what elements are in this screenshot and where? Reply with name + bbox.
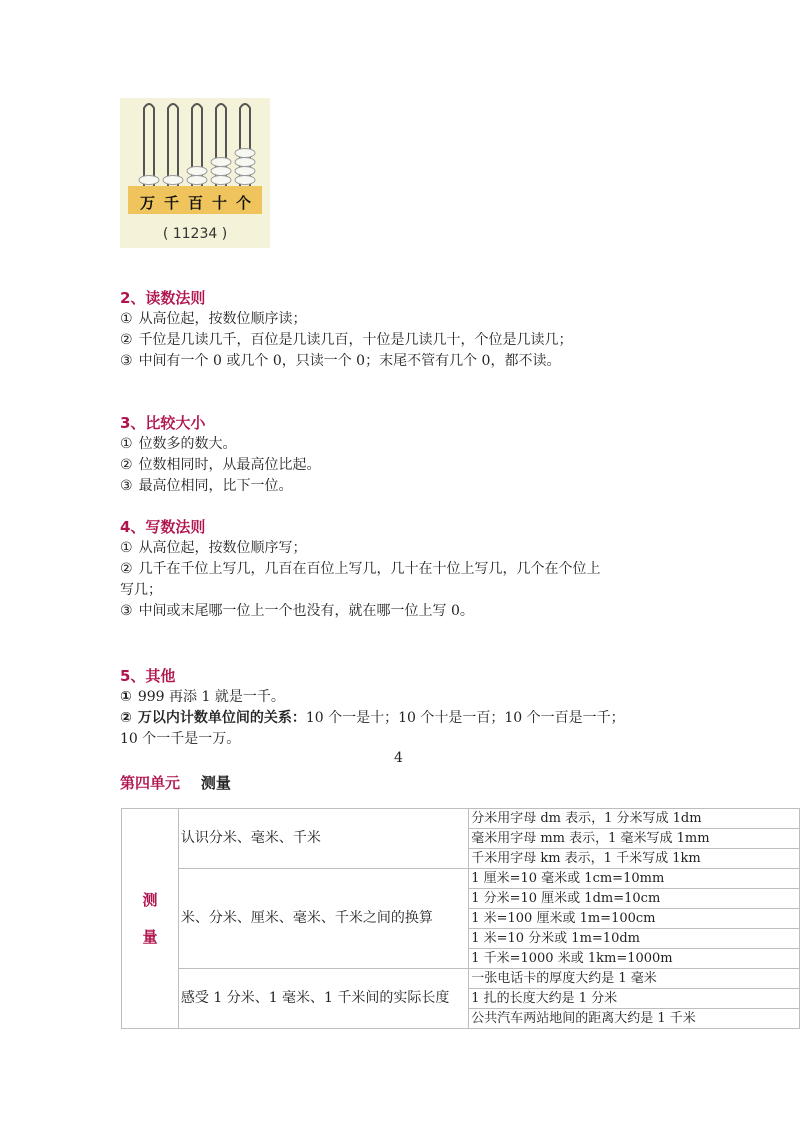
topic-cell: 感受 1 分米、1 毫米、1 千米间的实际长度 (178, 969, 468, 1029)
abacus-bead (235, 176, 255, 185)
abacus-rod (168, 104, 178, 186)
abacus-bead (211, 167, 231, 176)
rule-line (120, 559, 601, 580)
line-marker: ③ (120, 353, 133, 369)
abacus-rod (144, 104, 154, 186)
table-row (122, 969, 800, 989)
place-label-ge: 个 (236, 194, 252, 212)
line-marker: ① (120, 311, 133, 327)
rule-line (120, 351, 573, 372)
place-label-qian: 千 (164, 194, 180, 212)
line-bold-text: 万以内计数单位间的关系： (137, 710, 306, 726)
line-text: 位数相同时，从最高位比起。 (138, 457, 321, 473)
line-text: 千位是几读几千，百位是几读几百，十位是几读几十，个位是几读几； (138, 332, 573, 348)
rule-line (120, 309, 573, 330)
detail-cell: 千米用字母 km 表示，1 千米写成 1km (469, 849, 800, 869)
unit-title: 第四单元 (120, 774, 181, 792)
abacus-caption: ( 11234 ) (162, 226, 228, 242)
line-marker: ② (120, 561, 133, 577)
abacus-bead (235, 149, 255, 158)
measurement-table (121, 808, 800, 1029)
rule-line (120, 476, 321, 497)
detail-cell: 1 米=10 分米或 1m=10dm (469, 929, 800, 949)
line-text: 几千在千位上写几，几百在百位上写几，几十在十位上写几，几个在个位上 (138, 561, 601, 577)
detail-cell: 1 厘米=10 毫米或 1cm=10mm (469, 869, 800, 889)
category-char: 测 (142, 890, 158, 909)
detail-cell: 1 分米=10 厘米或 1dm=10cm (469, 889, 800, 909)
rule-line (120, 434, 321, 455)
section-writing-rules (120, 517, 601, 622)
detail-cell: 1 千米=1000 米或 1km=1000m (469, 949, 800, 969)
abacus-illustration (120, 98, 270, 248)
section-others (120, 666, 625, 750)
place-label-bai: 百 (188, 194, 204, 212)
abacus-bead (187, 176, 207, 185)
line-text: 10 个一是十；10 个十是一百；10 个一百是一千； (305, 710, 625, 726)
abacus-bead (163, 176, 183, 185)
detail-cell: 1 米=100 厘米或 1m=100cm (469, 909, 800, 929)
abacus-bead (235, 167, 255, 176)
detail-cell: 一张电话卡的厚度大约是 1 毫米 (469, 969, 800, 989)
rule-line-continued (120, 580, 601, 601)
line-text: 999 再添 1 就是一千。 (137, 689, 285, 705)
line-text: 最高位相同，比下一位。 (138, 478, 293, 494)
page-number: 4 (394, 750, 403, 766)
table-row (122, 809, 800, 829)
section-compare-size (120, 413, 321, 497)
line-text: 从高位起，按数位顺序写； (138, 540, 307, 556)
line-text: 位数多的数大。 (138, 436, 237, 452)
rule-line (120, 601, 601, 622)
line-text: 中间或末尾哪一位上一个也没有，就在哪一位上写 0。 (138, 603, 474, 619)
line-text: 中间有一个 0 或几个 0，只读一个 0；末尾不管有几个 0，都不读。 (138, 353, 561, 369)
rule-line (120, 330, 573, 351)
line-marker: ① (120, 540, 133, 556)
category-cell (122, 809, 179, 1029)
rule-line (120, 538, 601, 559)
abacus-bead (139, 176, 159, 185)
section-title: 4、写数法则 (120, 518, 206, 536)
line-marker: ② (120, 457, 133, 473)
detail-cell: 分米用字母 dm 表示，1 分米写成 1dm (469, 809, 800, 829)
table-row (122, 869, 800, 889)
line-text: 10 个一千是一万。 (120, 731, 241, 747)
section-title: 3、比较大小 (120, 414, 206, 432)
line-marker: ② (120, 332, 133, 348)
rule-line (120, 687, 625, 708)
line-text: 从高位起，按数位顺序读； (138, 311, 307, 327)
abacus-bead (187, 167, 207, 176)
abacus-bead (211, 176, 231, 185)
rule-line (120, 708, 625, 729)
line-marker: ③ (120, 603, 133, 619)
place-label-wan: 万 (140, 194, 156, 212)
line-text: 写几； (120, 582, 162, 598)
section-title: 2、读数法则 (120, 289, 206, 307)
unit-heading (120, 772, 231, 793)
line-marker: ① (120, 689, 132, 705)
category-char: 量 (142, 927, 158, 946)
place-label-shi: 十 (212, 194, 228, 212)
rule-line (120, 455, 321, 476)
unit-subtitle: 测量 (200, 774, 231, 792)
section-reading-rules (120, 288, 573, 372)
topic-cell: 认识分米、毫米、千米 (178, 809, 468, 869)
detail-cell: 毫米用字母 mm 表示，1 毫米写成 1mm (469, 829, 800, 849)
abacus-bead (235, 158, 255, 167)
detail-cell: 公共汽车两站地间的距离大约是 1 千米 (469, 1009, 800, 1029)
line-marker: ③ (120, 478, 133, 494)
rule-line-continued (120, 729, 625, 750)
section-title: 5、其他 (120, 667, 176, 685)
abacus-bead (211, 158, 231, 167)
topic-cell: 米、分米、厘米、毫米、千米之间的换算 (178, 869, 468, 969)
line-marker: ② (120, 710, 132, 726)
detail-cell: 1 扎的长度大约是 1 分米 (469, 989, 800, 1009)
line-marker: ① (120, 436, 133, 452)
